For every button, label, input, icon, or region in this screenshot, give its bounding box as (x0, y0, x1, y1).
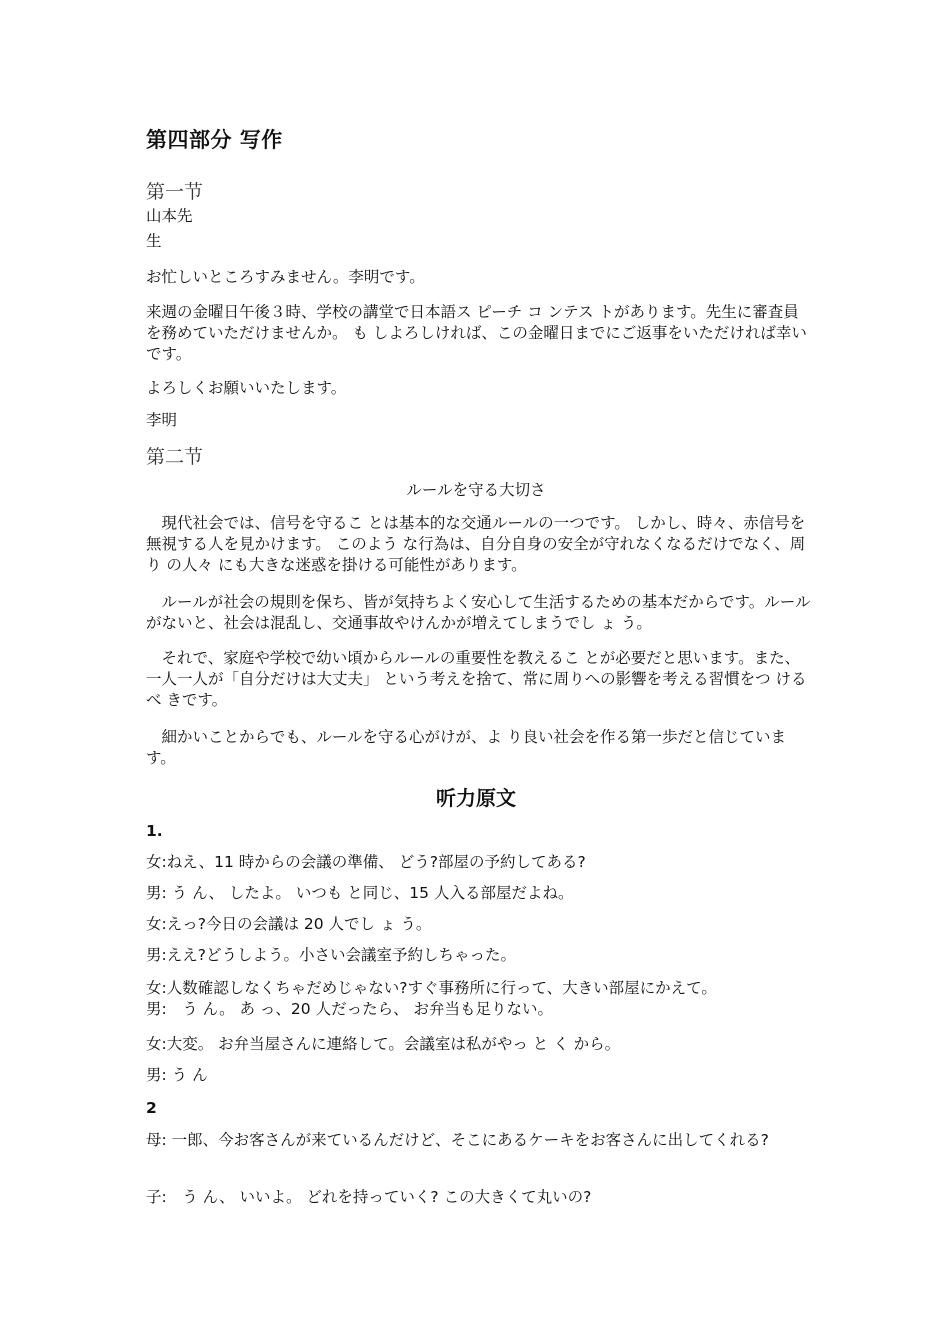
essay-paragraph-4: 細かいことからでも、ルールを守る心がけが、よ り良い社会を作る第一歩だと信じています。 (146, 728, 786, 767)
dialogue-line: 男: う ん、 したよ。 いつも と同じ、15 人入る部屋だよね。 (146, 884, 574, 902)
essay-paragraph-3: それで、家庭や学校で幼い頃からルールの重要性を教えるこ とが必要だと思います。また、一人一人が「自分だけは大丈夫」 という考えを捨て、常に周りへの影響を考える習慣をつ けるべ きです。 (146, 649, 807, 709)
dialogue-line: 男: う ん (146, 1066, 208, 1084)
essay-paragraph-1: 現代社会では、信号を守るこ とは基本的な交通ルールの一つです。 しかし、時々、赤信号を無視する人を見かけます。 このよう な行為は、自分自身の安全が守れなくなるだけでなく、周 り の人々 にも大きな迷惑を掛ける可能性があります。 (146, 514, 806, 574)
dialogue-line: 母: 一郎、今お客さんが来ているんだけど、そこにあるケーキをお客さんに出してくれる? (146, 1131, 769, 1149)
section1-heading: 第一节 (146, 181, 204, 203)
dialogue-line: 女:大変。 お弁当屋さんに連絡して。会議室は私がやっ と く から。 (146, 1035, 621, 1053)
salutation-line2: 生 (146, 232, 162, 250)
dialogue-line: 男:ええ?どうしよう。小さい会議室予約しちゃった。 (146, 946, 516, 964)
letter-paragraph-3: よろしくお願いいたします。 (146, 379, 347, 397)
letter-signature: 李明 (146, 411, 178, 429)
essay-title: ルールを守る大切さ (406, 481, 546, 499)
essay-paragraph-2: ルールが社会の規則を保ち、皆が気持ちよく安心して生活するための基本だからです。ルールがないと、社会は混乱し、交通事故やけんかが増えてしまうでし ょ う。 (146, 593, 811, 632)
salutation-line1: 山本先 (146, 207, 193, 225)
dialogue-line: 女:ねえ、11 時からの会議の準備、 どう?部屋の予約してある? (146, 853, 586, 871)
dialogue-line: 女:えっ?今日の会議は 20 人でし ょ う。 (146, 915, 432, 933)
part-title: 第四部分 写作 (146, 128, 283, 152)
letter-paragraph-2: 来週の金曜日午後３時、学校の講堂で日本語ス ピーチ コ ンテス トがあります。先生に審査員を務めていただけませんか。 も しよろしければ、この金曜日までにご返事をいただければ幸いです。 (146, 303, 807, 363)
dialogue-line: 女:人数確認しなくちゃだめじゃない?すぐ事務所に行って、大きい部屋にかえて。 (146, 979, 717, 997)
dialogue-line: 子: う ん、 いいよ。 どれを持っていく? この大きくて丸いの? (146, 1188, 592, 1206)
dialogue-line: 男: う ん。 あ っ、20 人だったら、 お弁当も足りない。 (146, 1000, 554, 1018)
question-1-number: 1. (146, 822, 163, 840)
section2-heading: 第二节 (146, 446, 204, 468)
question-2-number: 2 (146, 1099, 157, 1117)
listening-title: 听力原文 (436, 786, 516, 810)
letter-paragraph-1: お忙しいところすみません。李明です。 (146, 268, 425, 286)
